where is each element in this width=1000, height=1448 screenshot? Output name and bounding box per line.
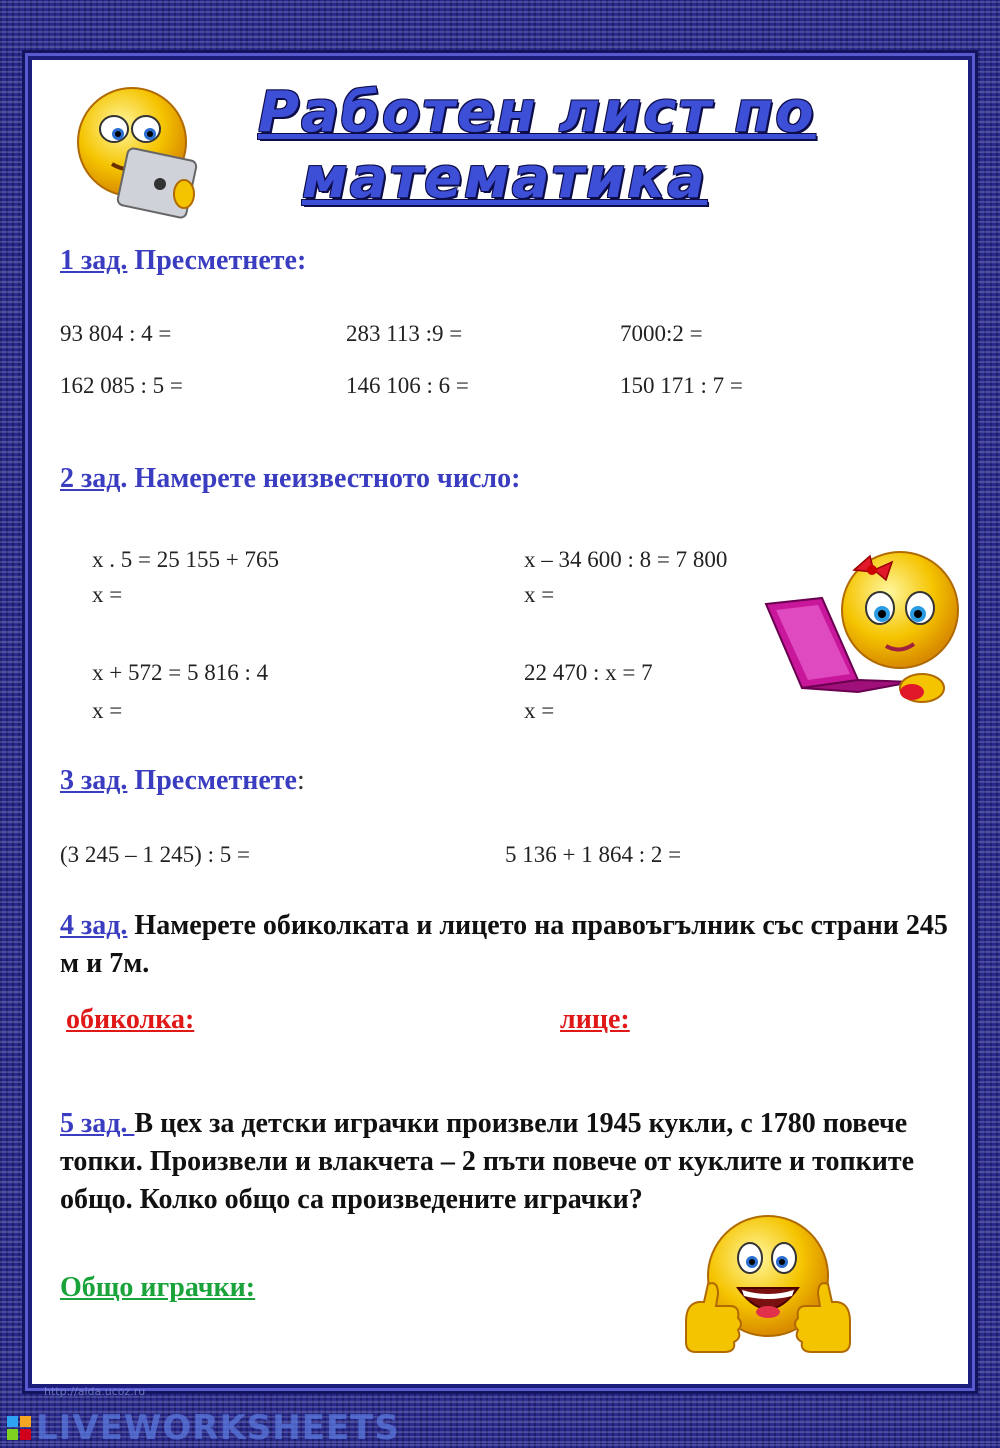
task1-number: 1 зад. — [60, 245, 128, 276]
liveworksheets-brand: LIVEWORKSHEETS — [36, 1408, 400, 1448]
task1-expr-5: 146 106 : 6 = — [346, 373, 469, 398]
task2-answer-1: х = — [92, 582, 123, 607]
emoji-laptop-icon — [762, 542, 962, 710]
liveworksheets-watermark — [6, 1408, 400, 1448]
task5-text: В цех за детски играчки произвели 1945 кукли, с 1780 повече топки. Произвели и влакчета – 2 пъти повече от куклите и топките общо. Колко общо са произведените играчки? — [60, 1108, 915, 1215]
source-url-watermark: http://aida.ucoz.ru — [44, 1385, 146, 1398]
task1-expr-6: 150 171 : 7 = — [620, 373, 743, 398]
task3-number: 3 зад. — [60, 765, 128, 796]
task4-text: Намерете обиколката и лицето на правоъгълник със страни 245 м и 7м. — [60, 910, 948, 979]
task2-heading — [60, 463, 520, 495]
task2-eq-2: х – 34 600 : 8 = 7 800 — [524, 547, 728, 572]
task1-heading — [60, 245, 306, 277]
task2-number: 2 зад — [60, 463, 121, 494]
task2-eq-1: х . 5 = 25 155 + 765 — [92, 547, 279, 572]
emoji-thumbs-up-icon — [676, 1212, 860, 1362]
total-toys-label: Общо играчки: — [60, 1272, 256, 1303]
emoji-tablet-icon — [72, 84, 202, 219]
task2-eq-3: х + 572 = 5 816 : 4 — [92, 660, 269, 685]
task3-expr-1: (3 245 – 1 245) : 5 = — [60, 842, 250, 867]
task2-title: . Намерете неизвестното число: — [120, 463, 521, 494]
liveworksheets-logo-icon — [6, 1415, 32, 1441]
task1-expr-1: 93 804 : 4 = — [60, 321, 172, 346]
task1-title: Пресметнете: — [127, 245, 307, 276]
task1-expr-3: 7000:2 = — [620, 321, 703, 346]
task3-title: Пресметнете — [127, 765, 297, 796]
task3-expr-2: 5 136 + 1 864 : 2 = — [505, 842, 682, 867]
task2-answer-2: х = — [524, 582, 555, 607]
title-line-2: математика — [302, 146, 708, 211]
task5-number: 5 зад. — [60, 1108, 135, 1139]
task4-text-block — [60, 907, 950, 983]
area-label: лице: — [560, 1004, 630, 1035]
task2-answer-3: х = — [92, 698, 123, 723]
task2-answer-4: х = — [524, 698, 555, 723]
task4-number: 4 зад. — [60, 910, 128, 941]
task5-text-block — [60, 1105, 950, 1219]
task1-expr-2: 283 113 :9 = — [346, 321, 463, 346]
task3-heading — [60, 765, 305, 797]
perimeter-label: обиколка: — [66, 1004, 195, 1035]
task3-colon: : — [296, 765, 305, 796]
task2-eq-4: 22 470 : х = 7 — [524, 660, 653, 685]
title-line-1: Работен лист по — [258, 80, 816, 145]
task1-expr-4: 162 085 : 5 = — [60, 373, 183, 398]
